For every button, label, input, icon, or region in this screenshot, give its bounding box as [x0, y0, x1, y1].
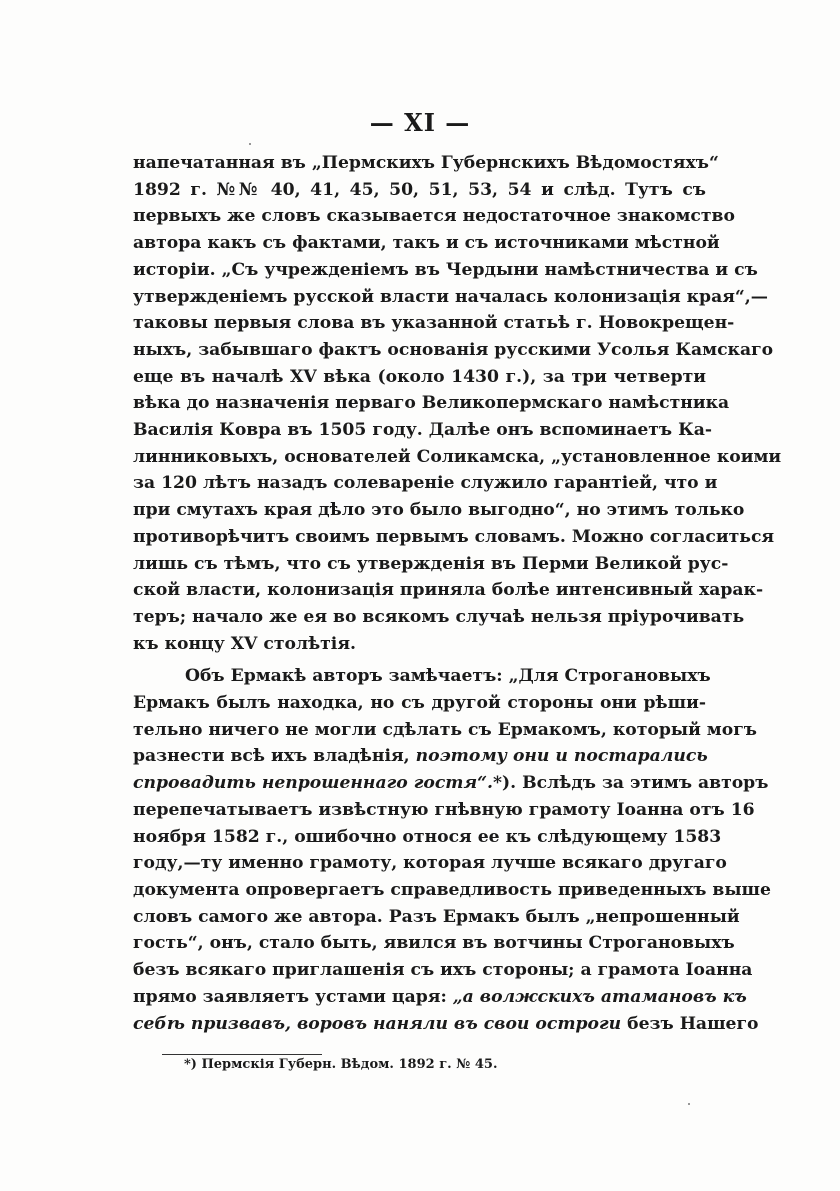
paragraph-2 [133, 663, 771, 1037]
footnote-divider [162, 1054, 322, 1055]
text-line: гость“, онъ, стало быть, явился въ вотчины Строгановыхъ [133, 933, 735, 954]
main-text [133, 150, 782, 1037]
text-line: исторіи. „Съ учрежденіемъ въ Чердыни намѣстничества и съ [133, 259, 758, 280]
text-line: ноября 1582 г., ошибочно относя ее къ слѣдующему 1583 [133, 826, 722, 847]
text-run: безъ Нашего [627, 1013, 759, 1034]
page-number-header: — XI — [369, 108, 471, 137]
text-line: Объ Ермакѣ авторъ замѣчаетъ: „Для Строгановыхъ [185, 666, 711, 687]
paragraph-1 [133, 150, 782, 657]
text-line: вѣка до назначенія перваго Великопермскаго намѣстника [133, 393, 730, 414]
text-line: противорѣчитъ своимъ первымъ словамъ. Можно согласиться [133, 526, 775, 547]
text-line: документа опровергаетъ справедливость приведенныхъ выше [133, 879, 771, 900]
text-line: безъ всякаго приглашенія съ ихъ стороны; а грамота Іоанна [133, 960, 753, 981]
text-line: теръ; начало же ея во всякомъ случаѣ нельзя пріурочивать [133, 606, 745, 627]
text-line: перепечатываетъ извѣстную гнѣвную грамоту Іоанна отъ 16 [133, 799, 755, 820]
italic-quote: воровъ наняли въ свои остроги [297, 1013, 622, 1034]
text-line [133, 1011, 759, 1038]
text-run: прямо заявляетъ устами царя: [133, 986, 447, 1007]
text-line: напечатанная въ „Пермскихъ Губернскихъ Вѣдомостяхъ“ [133, 153, 719, 173]
italic-quote: поэтому они и постарались [415, 746, 708, 767]
text-line: таковы первыя слова въ указанной статьѣ г. Новокрещен- [133, 313, 735, 334]
text-line: первыхъ же словъ сказывается недостаточное знакомство [133, 206, 735, 227]
text-line: Ермакъ былъ находка, но съ другой стороны они рѣши- [133, 693, 706, 714]
text-line: при смутахъ края дѣло это было выгодно“, но этимъ только [133, 500, 745, 521]
text-line: за 120 лѣтъ назадъ солевареніе служило гарантіей, что и [133, 473, 718, 494]
text-line: словъ самого же автора. Разъ Ермакъ былъ „непрошенный [133, 906, 740, 927]
text-line: къ концу XV столѣтія. [133, 633, 357, 654]
text-line: ныхъ, забывшаго фактъ основанія русскими Усолья Камскаго [133, 339, 774, 360]
text-line [133, 770, 769, 797]
text-line: Василія Ковра въ 1505 году. Далѣе онъ вспоминаетъ Ка- [133, 420, 712, 441]
text-line: году,—ту именно грамоту, которая лучше всякаго другаго [133, 853, 727, 874]
text-line: еще въ началѣ XV вѣка (около 1430 г.), за три четверти [133, 366, 706, 387]
print-speck [249, 143, 251, 145]
text-run: *). Вслѣдъ за этимъ авторъ [493, 773, 769, 794]
text-line: ской власти, колонизація приняла болѣе интенсивный харак- [133, 580, 764, 601]
italic-quote: „а волжскихъ атамановъ къ [452, 986, 747, 1007]
text-run: разнести всѣ ихъ владѣнія, [133, 746, 410, 767]
italic-quote: себѣ призвавъ, [133, 1013, 292, 1034]
text-line: тельно ничего не могли сдѣлать съ Ермакомъ, который могъ [133, 719, 757, 740]
text-line: 1892 г. №№ 40, 41, 45, 50, 51, 53, 54 и слѣд. Тутъ съ [133, 179, 706, 200]
text-line: утвержденіемъ русской власти началась колонизація края“,— [133, 286, 768, 307]
footnote: *) Пермскія Губерн. Вѣдом. 1892 г. № 45. [184, 1057, 498, 1072]
text-line: линниковыхъ, основателей Соликамска, „установленное коими [133, 446, 782, 467]
text-line [133, 743, 706, 770]
text-line [133, 984, 747, 1011]
print-speck [688, 1103, 690, 1105]
italic-quote: спровадить непрошеннаго гостя“. [133, 773, 494, 794]
text-line: автора какъ съ фактами, такъ и съ источниками мѣстной [133, 233, 720, 254]
text-line: лишь съ тѣмъ, что съ утвержденія въ Перми Великой рус- [133, 553, 729, 574]
